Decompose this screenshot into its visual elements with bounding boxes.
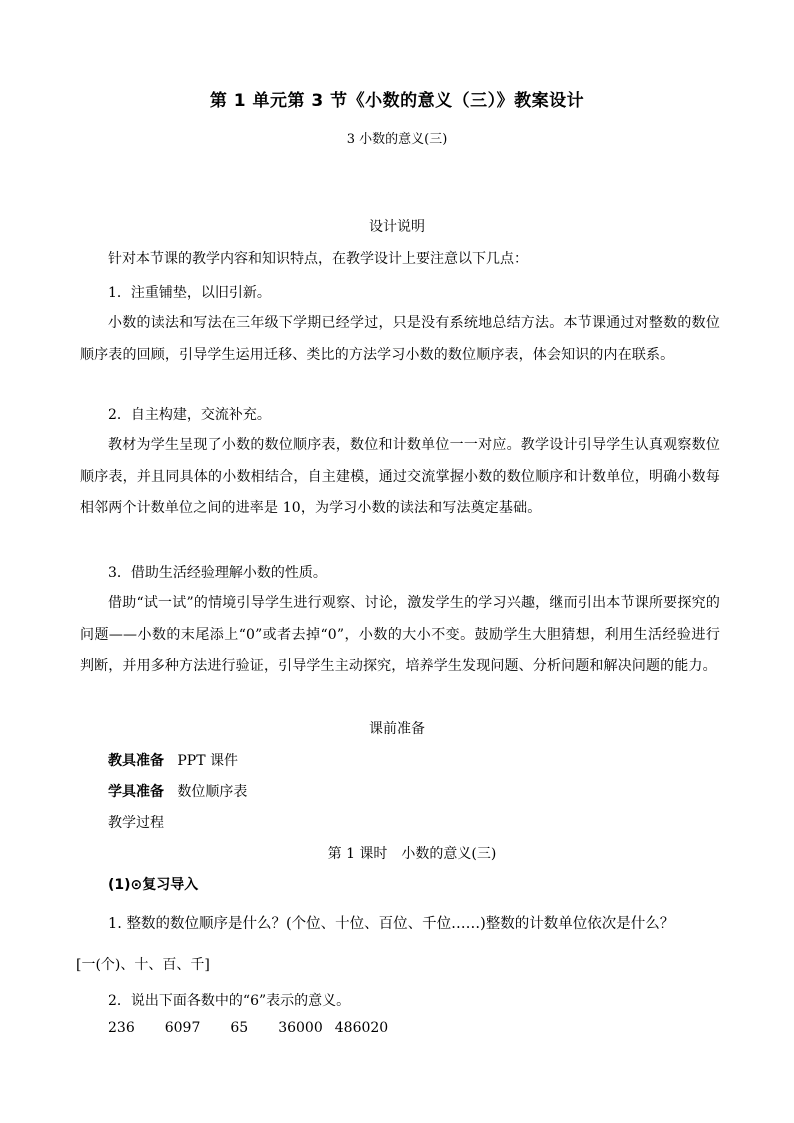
intro-text: 针对本节课的教学内容和知识特点，在教学设计上要注意以下几点： xyxy=(108,251,528,267)
design-heading: 设计说明 xyxy=(369,219,425,235)
number-item: 6097 xyxy=(164,1020,201,1036)
question-2: 2．说出下面各数中的“6”表示的意义。 xyxy=(108,993,351,1009)
teacher-prep-label: 教具准备 xyxy=(108,753,164,769)
point1-body: 小数的读法和写法在三年级下学期已经学过，只是没有系统地总结方法。本节课通过对整数的数位顺序表的回顾，引导学生运用迁移、类比的方法学习小数的数位顺序表，体会知识的内在联系。 xyxy=(80,315,720,363)
lesson-heading: 第 1 课时 小数的意义(三) xyxy=(327,846,497,862)
number-item: 486020 xyxy=(334,1020,389,1036)
student-prep-value: 数位顺序表 xyxy=(177,784,248,800)
number-item: 36000 xyxy=(278,1020,323,1036)
point3-title: 3．借助生活经验理解小数的性质。 xyxy=(108,565,327,581)
question-1-answer: [一(个)、十、百、千] xyxy=(76,957,210,973)
teacher-prep-value: PPT 课件 xyxy=(177,753,238,769)
student-prep-label: 学具准备 xyxy=(108,784,164,800)
question-1: 1. 整数的数位顺序是什么？(个位、十位、百位、千位……)整数的计数单位依次是什么？ xyxy=(108,916,675,932)
process-label: 教学过程 xyxy=(108,815,164,831)
point2-body: 教材为学生呈现了小数的数位顺序表，数位和计数单位一一对应。教学设计引导学生认真观察数位顺序表，并且同具体的小数相结合，自主建模，通过交流掌握小数的数位顺序和计数单位，明确小数每相邻两个计数单位之间的进率是 10，为学习小数的读法和写法奠定基础。 xyxy=(80,437,720,516)
document-title: 第 1 单元第 3 节《小数的意义（三）》教案设计 xyxy=(209,91,585,111)
number-item: 236 xyxy=(108,1020,135,1036)
teacher-prep xyxy=(80,750,748,770)
number-list xyxy=(80,1020,748,1036)
point3-body: 借助“试一试”的情境引导学生进行观察、讨论，激发学生的学习兴趣，继而引出本节课所要探究的问题——小数的末尾添上“0”或者去掉“0”，小数的大小不变。鼓励学生大胆猜想，利用生活经验进行判断，并用多种方法进行验证，引导学生主动探究，培养学生发现问题、分析问题和解决问题的能力。 xyxy=(80,595,720,674)
number-item: 65 xyxy=(230,1020,249,1036)
student-prep xyxy=(80,781,748,801)
point1-title: 1．注重铺垫，以旧引新。 xyxy=(108,285,271,301)
document-subtitle: 3 小数的意义(三) xyxy=(346,132,448,147)
point2-title: 2．自主构建，交流补充。 xyxy=(108,407,271,423)
section1-heading: (1)⊙复习导入 xyxy=(108,877,199,893)
prep-heading: 课前准备 xyxy=(369,721,425,737)
